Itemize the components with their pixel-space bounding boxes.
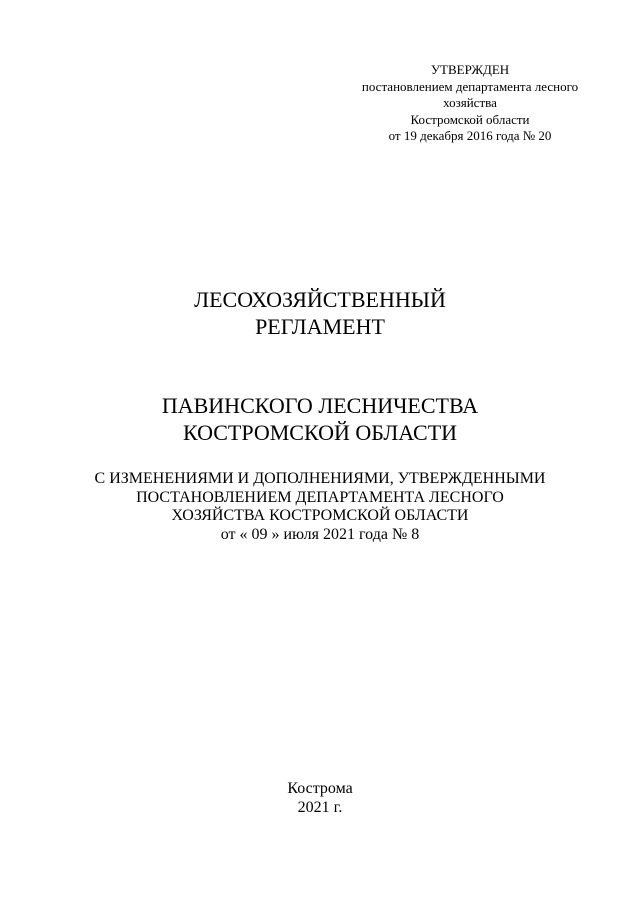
document-subtitle — [0, 392, 640, 446]
approval-heading: УТВЕРЖДЕН — [430, 62, 510, 77]
amendments-line-3: ХОЗЯЙСТВА КОСТРОМСКОЙ ОБЛАСТИ — [171, 507, 469, 524]
amendments-line-date: от « 09 » июля 2021 года № 8 — [220, 525, 420, 543]
document-title — [0, 286, 640, 340]
document-title-line-1: ЛЕСОХОЗЯЙСТВЕННЫЙ — [194, 287, 446, 312]
amendments-line-1: С ИЗМЕНЕНИЯМИ И ДОПОЛНЕНИЯМИ, УТВЕРЖДЕННЫМИ — [94, 470, 546, 487]
document-subtitle-line-2: КОСТРОМСКОЙ ОБЛАСТИ — [182, 420, 458, 445]
document-footer — [0, 779, 640, 817]
footer-city: Кострома — [287, 780, 353, 797]
amendments-line-2: ПОСТАНОВЛЕНИЕМ ДЕПАРТАМЕНТА ЛЕСНОГО — [136, 488, 504, 506]
approval-line-department: хозяйства — [443, 95, 497, 110]
document-title-line-2: РЕГЛАМЕНТ — [255, 314, 385, 339]
approval-stamp — [336, 62, 604, 145]
approval-line-region: Костромской области — [410, 111, 530, 127]
document-subtitle-line-1: ПАВИНСКОГО ЛЕСНИЧЕСТВА — [161, 393, 479, 418]
approval-line-date: от 19 декабря 2016 года № 20 — [388, 128, 552, 143]
footer-year: 2021 г. — [297, 799, 343, 816]
amendments-note — [0, 470, 640, 544]
approval-line-authority: постановлением департамента лесного — [361, 78, 579, 94]
